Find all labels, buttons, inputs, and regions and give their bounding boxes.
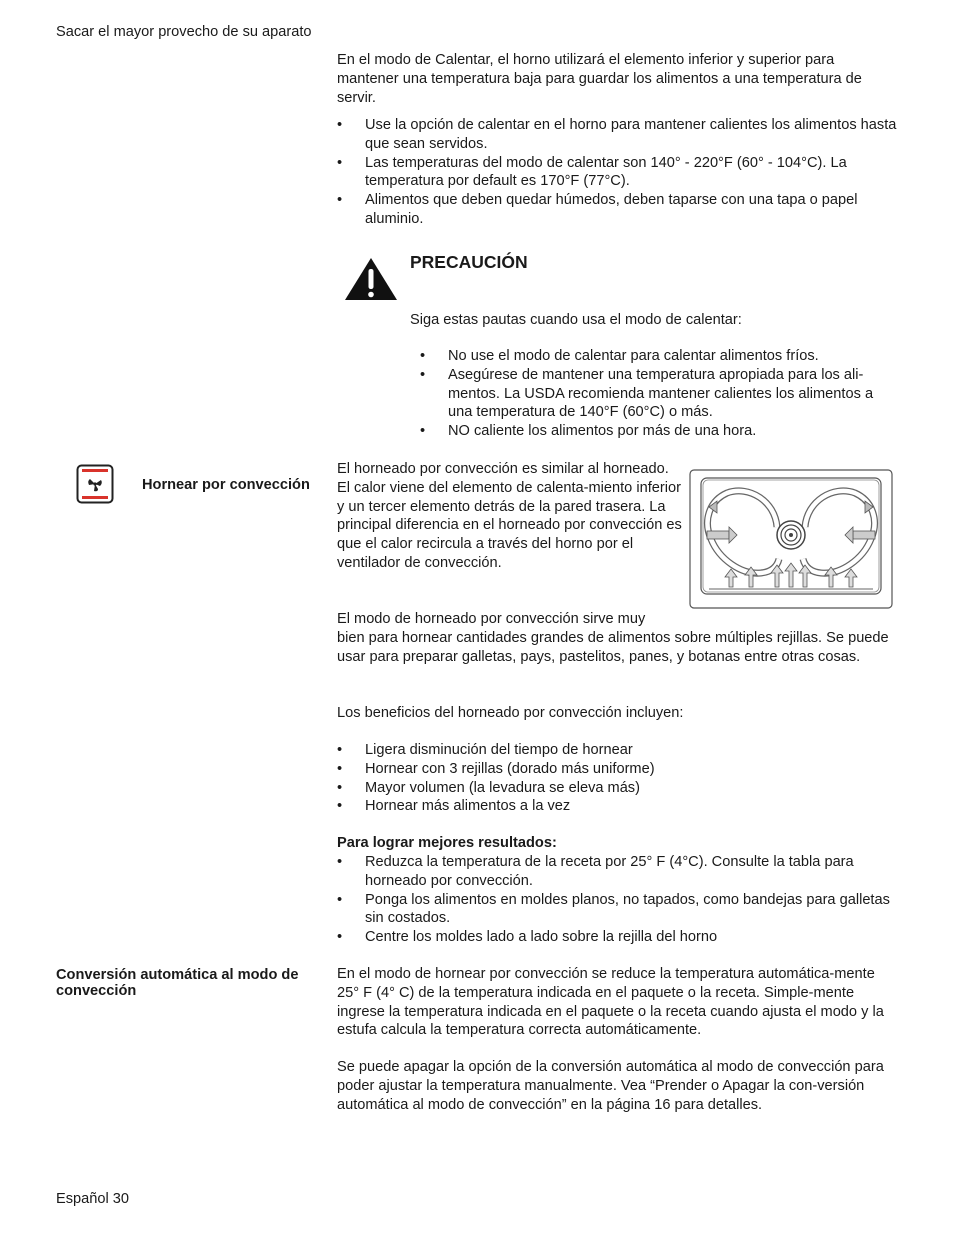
page-header: Sacar el mayor provecho de su aparato (56, 24, 312, 40)
caution-title: PRECAUCIÓN (410, 252, 528, 272)
list-item: • Reduzca la temperatura de la receta por 25° F (4°C). Consulte la tabla para horneado por convección. (337, 853, 897, 891)
benefits-intro: Los beneficios del horneado por convección incluyen: (337, 705, 684, 721)
list-item: • Ligera disminución del tiempo de hornear (337, 741, 897, 760)
auto-conversion-label: Conversión automática al modo de convección (56, 967, 299, 999)
list-item: • Las temperaturas del modo de calentar son 140° - 220°F (60° - 104°C). La temperatura por default es 170°F (77°C). (337, 154, 897, 192)
list-item: • Centre los moldes lado a lado sobre la rejilla del horno (337, 928, 897, 947)
list-item: • Asegúrese de mantener una temperatura apropiada para los ali-mentos. La USDA recomienda mantener calientes los alimentos a una temperatura de 140°F (60°C) o más. (420, 366, 897, 422)
list-item: • Hornear con 3 rejillas (dorado más uniforme) (337, 760, 897, 779)
convection-fan-icon (76, 464, 114, 504)
list-item: • Use la opción de calentar en el horno para mantener calientes los alimentos hasta que sean servidos. (337, 116, 897, 154)
convection-para-2-first-line: El modo de horneado por convección sirve muy (337, 611, 646, 627)
auto-conversion-para-1: En el modo de hornear por convección se reduce la temperatura automática-mente 25° F (4° C) de la temperatura indicada en el paquete o la receta. Simple-mente ingrese la temperatura indicada en el paquete o la receta cuando ajusta el modo y la estufa calcula la temperatura correcta automáticamente. (337, 966, 884, 1039)
oven-airflow-diagram (689, 469, 893, 609)
benefits-list (337, 741, 897, 816)
list-item: • Ponga los alimentos en moldes planos, no tapados, como bandejas para galletas sin costados. (337, 891, 897, 929)
best-results-list (337, 853, 897, 947)
convection-para-1: El horneado por convección es similar al horneado. El calor viene del elemento de calenta-miento inferior y un tercer elemento detrás de la pared trasera. La principal diferencia en el horneado por convección es que el calor recircula a través del horno por el ventilador de convección. (337, 461, 682, 571)
list-item: • Hornear más alimentos a la vez (337, 797, 897, 816)
list-item: • Alimentos que deben quedar húmedos, deben taparse con una tapa o papel aluminio. (337, 191, 897, 229)
convection-para-2-rest: bien para hornear cantidades grandes de alimentos sobre múltiples rejillas. Se puede usar para preparar galletas, pays, pastelitos, panes, y botanas entre otras cosas. (337, 629, 889, 665)
warm-mode-list (337, 116, 897, 229)
list-item: • NO caliente los alimentos por más de una hora. (420, 422, 897, 441)
warning-triangle-icon (343, 256, 399, 302)
auto-conversion-para-2: Se puede apagar la opción de la conversión automática al modo de convección para poder ajustar la temperatura manualmente. Vea “Prender o Apagar la con-versión automática al modo de convección” en la página 16 para detalles. (337, 1059, 884, 1113)
warm-mode-intro: En el modo de Calentar, el horno utilizará el elemento inferior y superior para mantener una temperatura baja para guardar los alimentos a una temperatura de servir. (337, 52, 862, 106)
caution-list (420, 347, 897, 441)
caution-intro: Siga estas pautas cuando usa el modo de calentar: (410, 312, 742, 328)
convection-para-2 (337, 610, 897, 666)
list-item: • Mayor volumen (la levadura se eleva más) (337, 779, 897, 798)
best-results-heading: Para lograr mejores resultados: (337, 835, 557, 851)
convection-bake-label: Hornear por convección (142, 477, 310, 493)
page-footer: Español 30 (56, 1191, 130, 1207)
list-item: • No use el modo de calentar para calentar alimentos fríos. (420, 347, 897, 366)
